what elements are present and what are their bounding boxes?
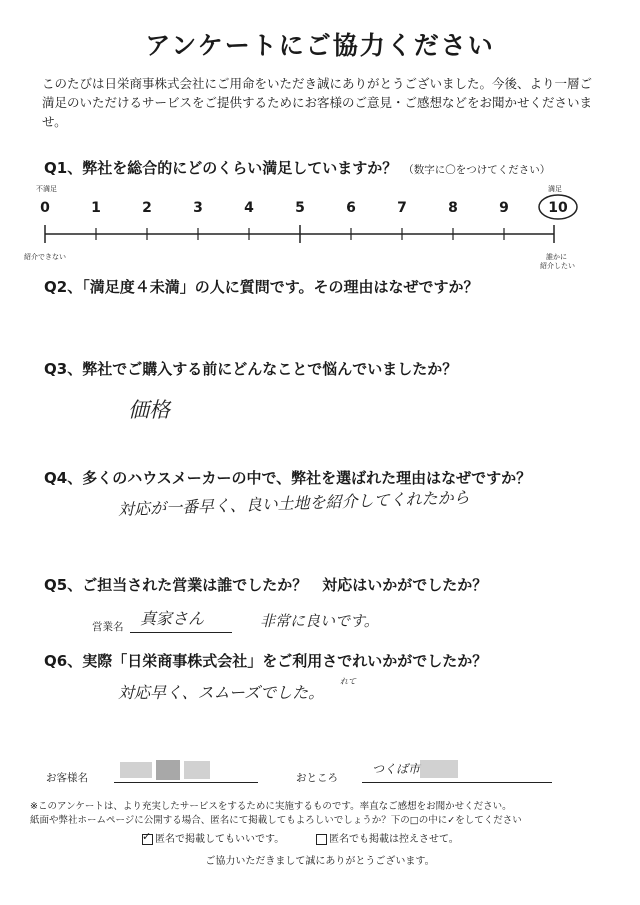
q5-comment: 非常に良いです。	[260, 612, 379, 630]
scale-number[interactable]: 4	[244, 200, 254, 216]
option-no	[316, 830, 459, 845]
q5-label: Q5、ご担当された営業は誰でしたか？ 対応はいかがでしたか？	[44, 576, 488, 594]
address-value: つくば市	[372, 762, 421, 776]
scale-low-label: 不満足	[36, 185, 57, 193]
address-line	[362, 782, 552, 783]
option-yes	[142, 830, 284, 845]
footer-note-line-1: ※このアンケートは、より充実したサービスをするために実施するものです。率直なご感想をお聞かせください。	[30, 801, 512, 812]
option-yes-checkbox[interactable]	[142, 829, 153, 845]
q1-note: （数字に〇をつけてください）	[403, 164, 551, 176]
scale-high-label: 満足	[548, 185, 562, 193]
scale-axis	[40, 222, 560, 246]
footer-note	[30, 800, 620, 828]
scale-number[interactable]: 8	[448, 200, 458, 216]
q1-label: Q1、弊社を総合的にどのくらい満足していますか？	[44, 159, 398, 177]
scale-number[interactable]: 5	[295, 200, 305, 216]
selection-circle-icon	[536, 192, 580, 222]
redacted-block	[184, 761, 210, 779]
q4-answer: 対応が一番早く、良い土地を紹介してくれたから	[117, 487, 470, 519]
scale-high-bottom-2: 紹介したい	[540, 262, 575, 270]
scale-number[interactable]: 3	[193, 200, 203, 216]
q4-label: Q4、多くのハウスメーカーの中で、弊社を選ばれた理由はなぜですか？	[44, 469, 532, 487]
intro-text: このたびは日栄商事株式会社にご用命をいただき誠にありがとうございました。今後、より一層ご満足のいただけるサービスをご提供するためにお客様のご意見・ご感想などをお聞かせくださいませ。	[42, 76, 593, 129]
footer-note-line-2: 紙面や弊社ホームページに公開する場合、匿名にて掲載してもよろしいでしょうか？下の□の中に✓をしてください	[30, 815, 522, 826]
scale-number[interactable]: 9	[499, 200, 509, 216]
scale-number[interactable]: 1	[91, 200, 101, 216]
customer-name-line	[114, 782, 258, 783]
scale-low-bottom: 紹介できない	[24, 253, 66, 261]
q3-label: Q3、弊社でご購入する前にどんなことで悩んでいましたか？	[44, 360, 458, 378]
sales-name-line	[130, 632, 232, 633]
sales-name-value: 真家さん	[140, 609, 205, 628]
redacted-block	[156, 760, 180, 780]
scale-number[interactable]: 6	[346, 200, 356, 216]
check-mark-icon: ✓	[142, 829, 152, 843]
scale-number-selected[interactable]: 10	[548, 200, 568, 216]
q6-label: Q6、実際「日栄商事株式会社」をご利用さでれいかがでしたか？	[44, 652, 488, 670]
q2-label: Q2、「満足度４未満」の人に質問です。その理由はなぜですか？	[44, 278, 479, 296]
thanks-text: ご協力いただきまして誠にありがとうございます。	[205, 856, 435, 867]
q6-answer: 対応早く、スムーズでした。	[118, 683, 325, 702]
redacted-block	[420, 760, 458, 778]
q1-question	[44, 157, 550, 178]
address-label: おところ	[296, 772, 338, 784]
q6-insert: れて	[340, 677, 356, 686]
scale-number[interactable]: 2	[142, 200, 152, 216]
scale-high-bottom-1: 誰かに	[546, 253, 567, 261]
option-yes-label: 匿名で掲載してもいいです。	[155, 834, 285, 845]
option-no-checkbox[interactable]	[316, 834, 327, 845]
option-no-label: 匿名でも掲載は控えさせて。	[329, 834, 459, 845]
sales-name-label: 営業名	[92, 621, 124, 633]
q3-answer: 価格	[128, 398, 170, 422]
redacted-block	[120, 762, 152, 778]
scale-number[interactable]: 0	[40, 200, 50, 216]
page-title: アンケートにご協力ください	[145, 31, 495, 60]
customer-name-label: お客様名	[46, 772, 88, 784]
scale-number[interactable]: 7	[397, 200, 407, 216]
